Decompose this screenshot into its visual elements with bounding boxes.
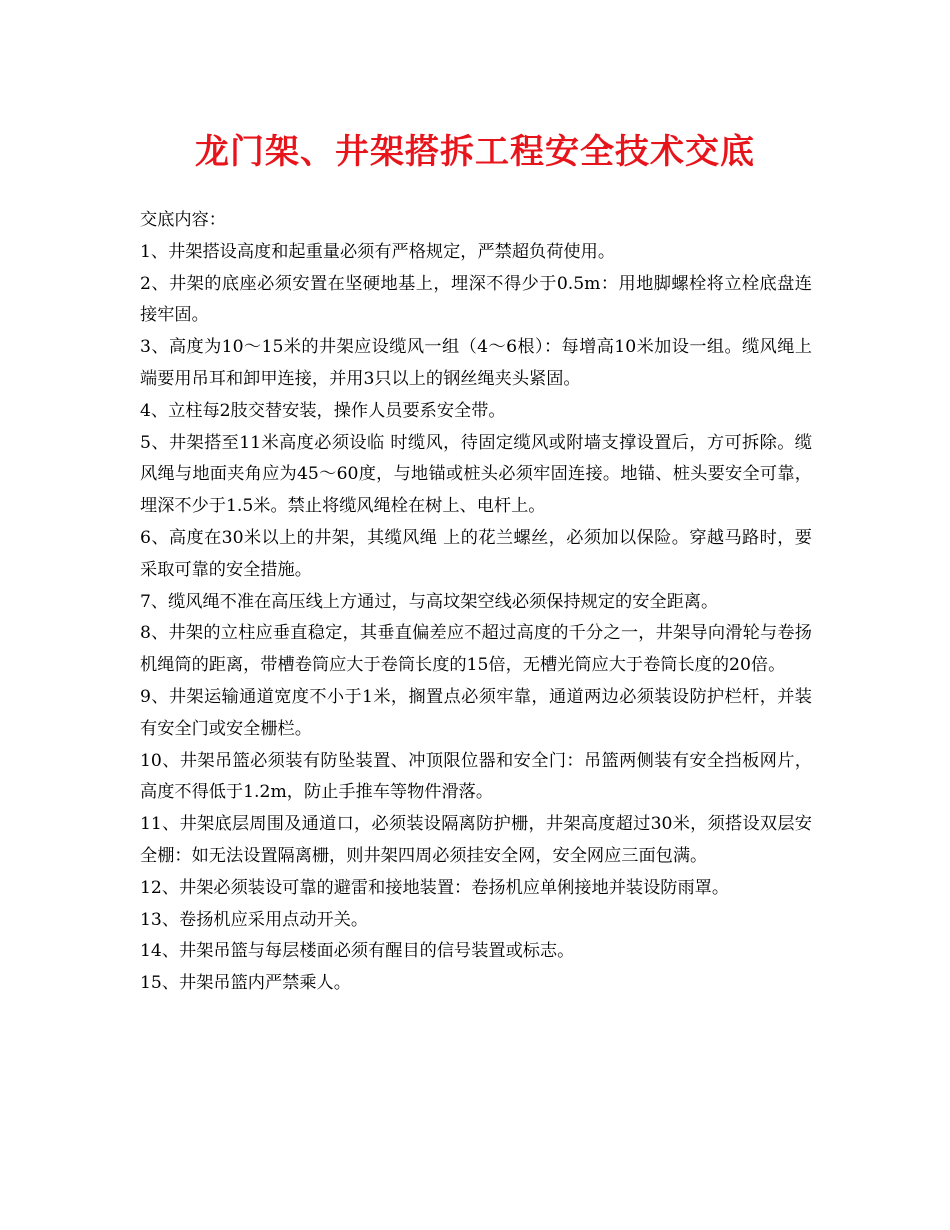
list-item: 3、高度为10～15米的井架应设缆风一组（4～6根）：每增高10米加设一组。缆风绳上端要用吊耳和卸甲连接，并用3只以上的钢丝绳夹头紧固。 <box>140 337 812 389</box>
list-item: 15、井架吊篮内严禁乘人。 <box>140 973 351 994</box>
list-item: 14、井架吊篮与每层楼面必须有醒目的信号装置或标志。 <box>140 941 575 962</box>
list-item: 4、立柱每2肢交替安装，操作人员要系安全带。 <box>140 400 506 421</box>
intro-line: 交底内容： <box>140 210 226 230</box>
list-item: 10、井架吊篮必须装有防坠装置、冲顶限位器和安全门：吊篮两侧装有安全挡板网片，高度不得低于1.2m，防止手推车等物件滑落。 <box>140 750 812 803</box>
list-item: 9、井架运输通道宽度不小于1米，搁置点必须牢靠，通道两边必须装设防护栏杆，并装有安全门或安全栅栏。 <box>140 686 812 739</box>
list-item: 8、井架的立柱应垂直稳定，其垂直偏差应不超过高度的千分之一，井架导向滑轮与卷扬机绳筒的距离，带槽卷筒应大于卷筒长度的15倍，无槽光筒应大于卷筒长度的20倍。 <box>140 623 812 676</box>
list-item: 7、缆风绳不准在高压线上方通过，与高坟架空线必须保持规定的安全距离。 <box>140 591 719 612</box>
document-title: 龙门架、井架搭拆工程安全技术交底 <box>195 132 755 172</box>
list-item: 1、井架搭设高度和起重量必须有严格规定，严禁超负荷使用。 <box>140 241 616 262</box>
document-body <box>140 205 812 1000</box>
list-item: 13、卷扬机应采用点动开关。 <box>140 909 369 930</box>
list-item: 2、井架的底座必须安置在坚硬地基上，埋深不得少于0.5m：用地脚螺栓将立栓底盘连接牢固。 <box>140 273 812 326</box>
list-item: 12、井架必须装设可靠的避雷和接地装置：卷扬机应单俐接地并装设防雨罩。 <box>140 877 730 898</box>
list-item: 5、井架搭至11米高度必须设临 时缆风，待固定缆风或附墙支撑设置后，方可拆除。缆风绳与地面夹角应为45～60度，与地锚或桩头必须牢固连接。地锚、桩头要安全可靠，埋深不少于1.5米。禁止将缆风绳栓在树上、电杆上。 <box>140 432 812 517</box>
list-item: 11、井架底层周围及通道口，必须装设隔离防护栅，井架高度超过30米，须搭设双层安全棚：如无法设置隔离栅，则井架四周必须挂安全网，安全网应三面包满。 <box>140 814 812 866</box>
list-item: 6、高度在30米以上的井架，其缆风绳 上的花兰螺丝，必须加以保险。穿越马路时，要采取可靠的安全措施。 <box>140 527 812 580</box>
